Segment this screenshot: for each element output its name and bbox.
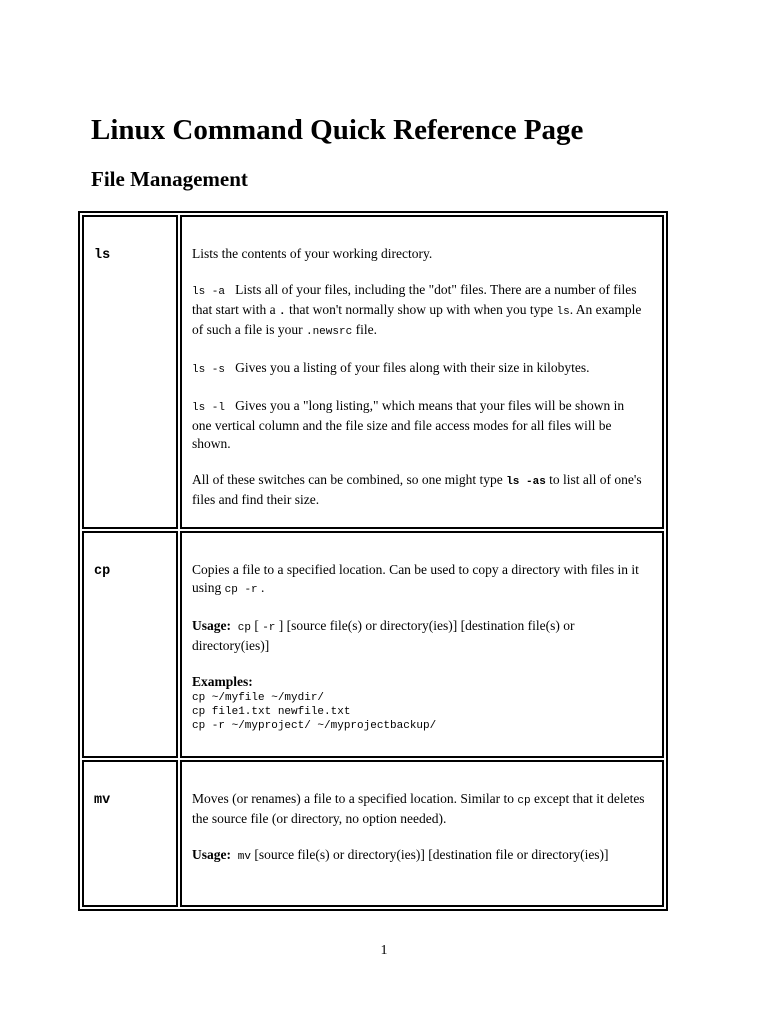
command-name-cp: cp bbox=[82, 531, 178, 758]
table-row-ls bbox=[82, 215, 664, 529]
cp-intro bbox=[192, 561, 646, 599]
cp-intro-text: Copies a file to a specified location. Can be used to copy a directory with files in it using bbox=[192, 562, 639, 595]
ls-combined-code: ls -as bbox=[506, 476, 546, 488]
cp-example-2: cp file1.txt newfile.txt bbox=[192, 706, 351, 718]
ls-a-code2: ls bbox=[556, 306, 570, 318]
mv-usage bbox=[192, 846, 646, 866]
ls-combined-text1: All of these switches can be combined, so one might type bbox=[192, 472, 503, 487]
mv-intro-text1: Moves (or renames) a file to a specified location. Similar to bbox=[192, 791, 515, 806]
page-title: Linux Command Quick Reference Page bbox=[91, 114, 584, 146]
mv-usage-rest: [source file(s) or directory(ies)] [destination file or directory(ies)] bbox=[254, 847, 609, 862]
ls-a-dot: . bbox=[278, 306, 286, 318]
ls-s-code: ls -s bbox=[192, 364, 226, 376]
cp-usage-code1: cp bbox=[237, 622, 251, 634]
cp-usage-bracket: [ bbox=[254, 618, 259, 633]
cp-example-3: cp -r ~/myproject/ ~/myprojectbackup/ bbox=[192, 720, 437, 732]
page-number: 1 bbox=[380, 943, 388, 958]
command-description-cp bbox=[180, 531, 664, 758]
ls-s-option bbox=[192, 359, 646, 379]
ls-a-text1: Lists all of your files, including the "dot" files. There are a number of files that start with a bbox=[192, 282, 637, 317]
command-table bbox=[78, 211, 668, 911]
cp-examples-label: Examples: bbox=[192, 674, 253, 689]
ls-combined-text2: to list all of one's files and find their size. bbox=[192, 472, 642, 507]
mv-intro-code: cp bbox=[517, 795, 531, 807]
ls-s-text: Gives you a listing of your files along with their size in kilobytes. bbox=[235, 360, 590, 375]
cp-usage-rest: ] [source file(s) or directory(ies)] [destination file(s) or directory(ies)] bbox=[192, 618, 575, 653]
ls-combined-note bbox=[192, 471, 646, 509]
ls-l-code: ls -l bbox=[192, 402, 226, 414]
cp-examples bbox=[192, 691, 646, 733]
command-name-mv: mv bbox=[82, 760, 178, 907]
mv-intro-text2: except that it deletes the source file (or directory, no option needed). bbox=[192, 791, 645, 826]
ls-a-code: ls -a bbox=[192, 286, 226, 298]
command-description-ls bbox=[180, 215, 664, 529]
table-row-mv bbox=[82, 760, 664, 907]
section-title: File Management bbox=[91, 167, 248, 191]
mv-usage-code: mv bbox=[237, 851, 251, 863]
ls-a-text4: file. bbox=[355, 322, 377, 337]
table-row-cp bbox=[82, 531, 664, 758]
cp-intro-end: . bbox=[261, 580, 265, 595]
cp-usage-code2: -r bbox=[262, 622, 276, 634]
ls-l-text: Gives you a "long listing," which means that your files will be shown in one vertical column and the file size and file access modes for all files will be shown. bbox=[192, 398, 625, 451]
command-description-mv bbox=[180, 760, 664, 907]
cp-intro-code: cp -r bbox=[224, 584, 258, 596]
command-name-ls: ls bbox=[82, 215, 178, 529]
mv-usage-label: Usage: bbox=[192, 847, 231, 862]
cp-usage-label: Usage: bbox=[192, 618, 231, 633]
ls-intro: Lists the contents of your working directory. bbox=[192, 246, 433, 261]
ls-l-option bbox=[192, 397, 646, 453]
cp-usage bbox=[192, 617, 646, 655]
mv-intro bbox=[192, 790, 646, 828]
ls-a-text2: that won't normally show up with when you type bbox=[288, 302, 554, 317]
ls-a-text3: . An example of such a file is your bbox=[192, 302, 642, 337]
ls-a-file: .newsrc bbox=[305, 326, 353, 338]
ls-a-option bbox=[192, 281, 646, 341]
cp-example-1: cp ~/myfile ~/mydir/ bbox=[192, 692, 325, 704]
